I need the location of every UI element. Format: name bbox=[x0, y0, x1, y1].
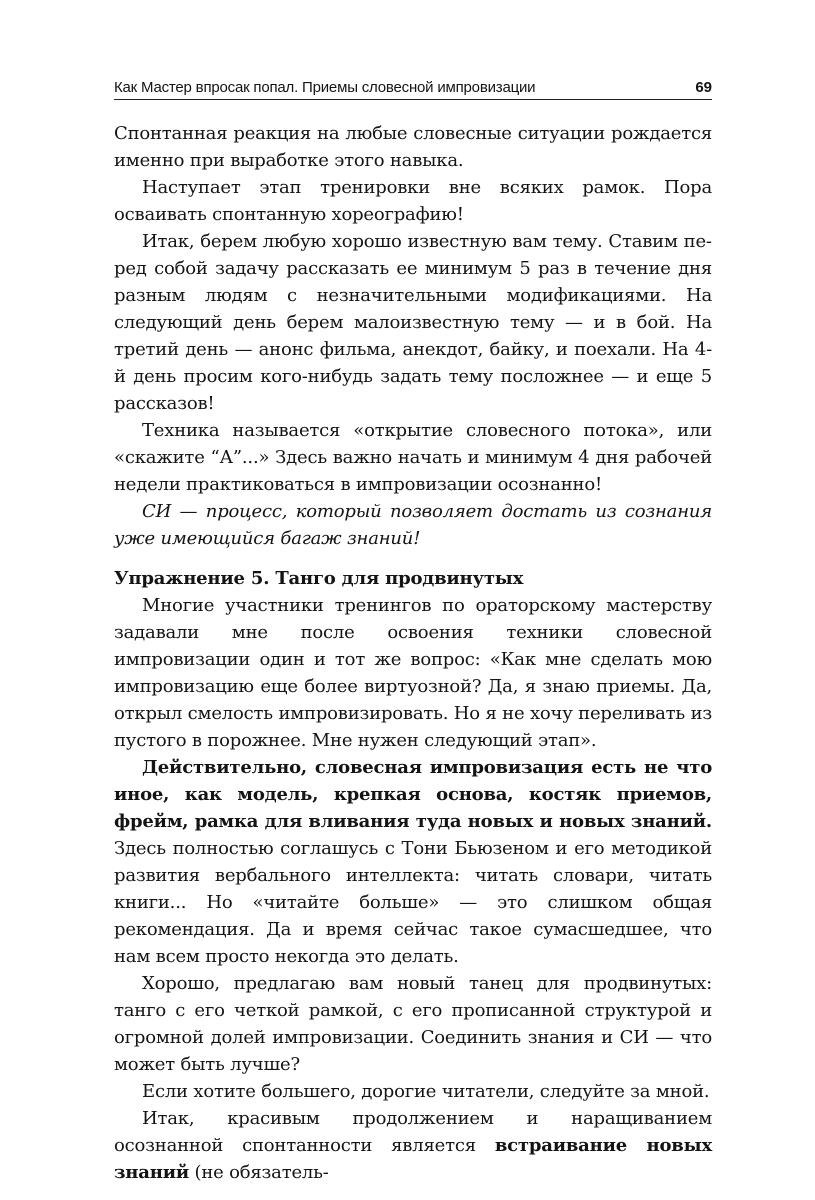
paragraph: Хорошо, предлагаю вам новый танец для продвинутых: танго с его четкой рамкой, с его прописанной структурой и огромной долей импровизации. Соединить знания и СИ — что может быть лучше? bbox=[114, 973, 712, 1075]
paragraph-start: Итак, красивым продолжением и наращиванием осознанной спонтанности является bbox=[114, 1108, 712, 1156]
paragraph: Спонтанная реакция на любые словесные ситуации рождается именно при выработке этого навыка. bbox=[114, 123, 712, 171]
paragraph bbox=[114, 754, 712, 970]
paragraph: Наступает этап тренировки вне всяких рамок. Пора осваивать спонтанную хореографию! bbox=[114, 177, 712, 225]
body-text bbox=[114, 120, 712, 1186]
paragraph: Итак, берем любую хорошо известную вам тему. Ставим перед собой задачу рассказать ее минимум 5 раз в течение дня разным людям с незначительными модификациями. На следующий день берем малоизвестную тему — и в бой. На третий день — анонс фильма, анекдот, байку, и поехали. На 4-й день просим кого-нибудь задать тему посложнее — и еще 5 рассказов! bbox=[114, 231, 712, 414]
paragraph-continuation: Здесь полностью соглашусь с Тони Бьюзеном и его методикой развития вербального интеллекта: читать словари, читать книги... Но «читайте больше» — это слишком общая рекомендация. Да и время сейчас такое сумасшедшее, что нам всем просто некогда это делать. bbox=[114, 838, 712, 967]
page-number: 69 bbox=[695, 79, 712, 96]
bold-statement: Действительно, словесная импровизация есть не что иное, как модель, крепкая основа, костяк приемов, фрейм, рамка для вливания туда новых и новых знаний. bbox=[114, 757, 712, 832]
paragraph: Если хотите большего, дорогие читатели, следуйте за мной. bbox=[142, 1081, 710, 1102]
paragraph: Многие участники тренингов по ораторскому мастерству задавали мне после освоения техники словесной импровизации один и тот же вопрос: «Как мне сделать мою импровизацию еще более виртуозной? Да, я знаю приемы. Да, открыл смелость импровизировать. Но я не хочу переливать из пустого в порожнее. Мне нужен следующий этап». bbox=[114, 595, 712, 751]
page-header bbox=[114, 72, 712, 100]
exercise-heading bbox=[114, 565, 712, 592]
running-title: Как Мастер впросак попал. Приемы словесной импровизации bbox=[114, 79, 536, 96]
bold-term: встраивание новых знаний bbox=[114, 1135, 712, 1183]
section-spacer bbox=[114, 552, 712, 565]
paragraph-end: (не обязатель- bbox=[189, 1162, 329, 1183]
paragraph bbox=[114, 1105, 712, 1186]
exercise-heading-text: Упражнение 5. Танго для продвинутых bbox=[114, 568, 524, 589]
key-statement: СИ — процесс, который позволяет достать из сознания уже имеющийся багаж знаний! bbox=[114, 501, 712, 549]
paragraph: Техника называется «открытие словесного потока», или «скажите “А”...» Здесь важно начать и минимум 4 дня рабочей недели практиковаться в импровизации осознанно! bbox=[114, 420, 712, 495]
